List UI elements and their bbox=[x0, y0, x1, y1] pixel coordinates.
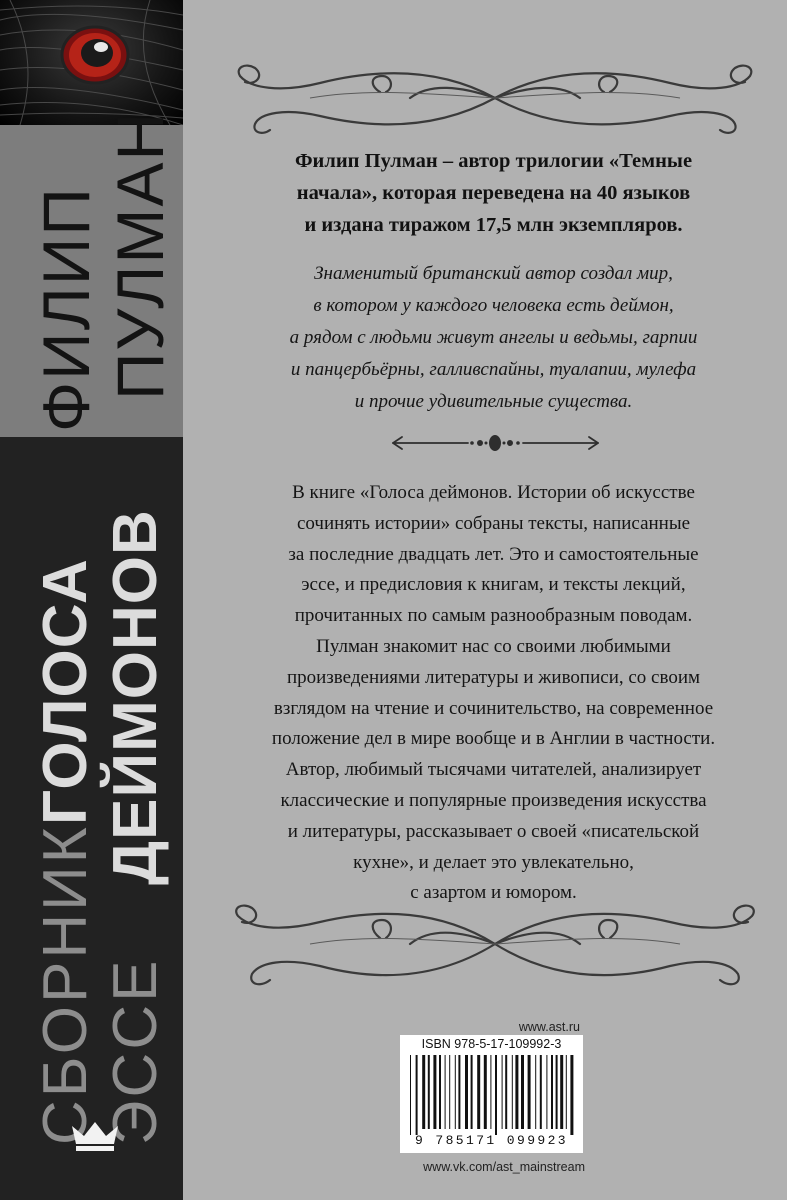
italic-line: и прочие удивительные существа. bbox=[354, 391, 633, 412]
body-line: положение дел в мире вообще и в Англии в частности. bbox=[271, 728, 716, 750]
italic-line: а рядом с людьми живут ангелы и ведьмы, гарпии bbox=[289, 327, 698, 348]
series-word-1: СБОРНИК bbox=[31, 824, 100, 1145]
barcode-digits: 9 785171 099923 bbox=[414, 1133, 569, 1148]
title-word-1: ГОЛОСА bbox=[31, 558, 100, 825]
italic-line: и панцербьёрны, галливспайны, туалапии, мулефа bbox=[290, 359, 697, 380]
body-line: прочитанных по самым разнообразным поводам. bbox=[294, 605, 693, 627]
body-line: произведениями литературы и живописи, со своим bbox=[286, 666, 701, 688]
body-line: эссе, и предисловия к книгам, и тексты лекций, bbox=[301, 574, 686, 596]
body-paragraph bbox=[200, 478, 787, 909]
body-line: взглядом на чтение и сочинительство, на современное bbox=[273, 697, 714, 719]
italic-line: в котором у каждого человека есть деймон, bbox=[313, 295, 674, 316]
series-word-2: ЭССЕ bbox=[101, 957, 170, 1145]
bird-eye-image bbox=[0, 0, 183, 125]
body-line: Автор, любимый тысячами читателей, анализирует bbox=[285, 759, 702, 781]
crown-logo-icon bbox=[70, 1118, 120, 1152]
barcode-panel bbox=[400, 1035, 583, 1153]
title-word-2: ДЕЙМОНОВ bbox=[101, 509, 170, 885]
body-line: сочинять истории» собраны тексты, написанные bbox=[296, 512, 691, 534]
divider-ornament bbox=[388, 430, 603, 456]
body-line: В книге «Голоса деймонов. Истории об искусстве bbox=[292, 482, 695, 503]
body-line: классические и популярные произведения искусства bbox=[280, 789, 707, 811]
body-line: за последние двадцать лет. Это и самостоятельные bbox=[288, 543, 699, 565]
bottom-flourish-ornament bbox=[230, 900, 760, 992]
italic-description bbox=[200, 258, 787, 418]
author-first-name: ФИЛИП bbox=[29, 186, 103, 432]
body-line: с азартом и юмором. bbox=[410, 882, 577, 904]
isbn-label: ISBN 978-5-17-109992-3 bbox=[421, 1037, 562, 1051]
barcode-icon bbox=[408, 1055, 576, 1135]
body-line: Пулман знакомит нас со своими любимыми bbox=[316, 635, 671, 657]
top-flourish-ornament bbox=[230, 58, 760, 140]
social-link: www.vk.com/ast_mainstream bbox=[423, 1160, 585, 1174]
intro-paragraph: Филип Пулман – автор трилогии «Темные начала», которая переведена на 40 языков и издана тиражом 17,5 млн экземпляров. bbox=[294, 150, 693, 236]
body-line: и литературы, рассказывает о своей «писательской bbox=[287, 820, 700, 842]
italic-line: Знаменитый британский автор создал мир, bbox=[314, 263, 673, 284]
body-line: кухне», и делает это увлекательно, bbox=[353, 851, 634, 873]
publisher-website: www.ast.ru bbox=[518, 1020, 580, 1034]
author-last-name: ПУЛМАН bbox=[103, 110, 177, 400]
